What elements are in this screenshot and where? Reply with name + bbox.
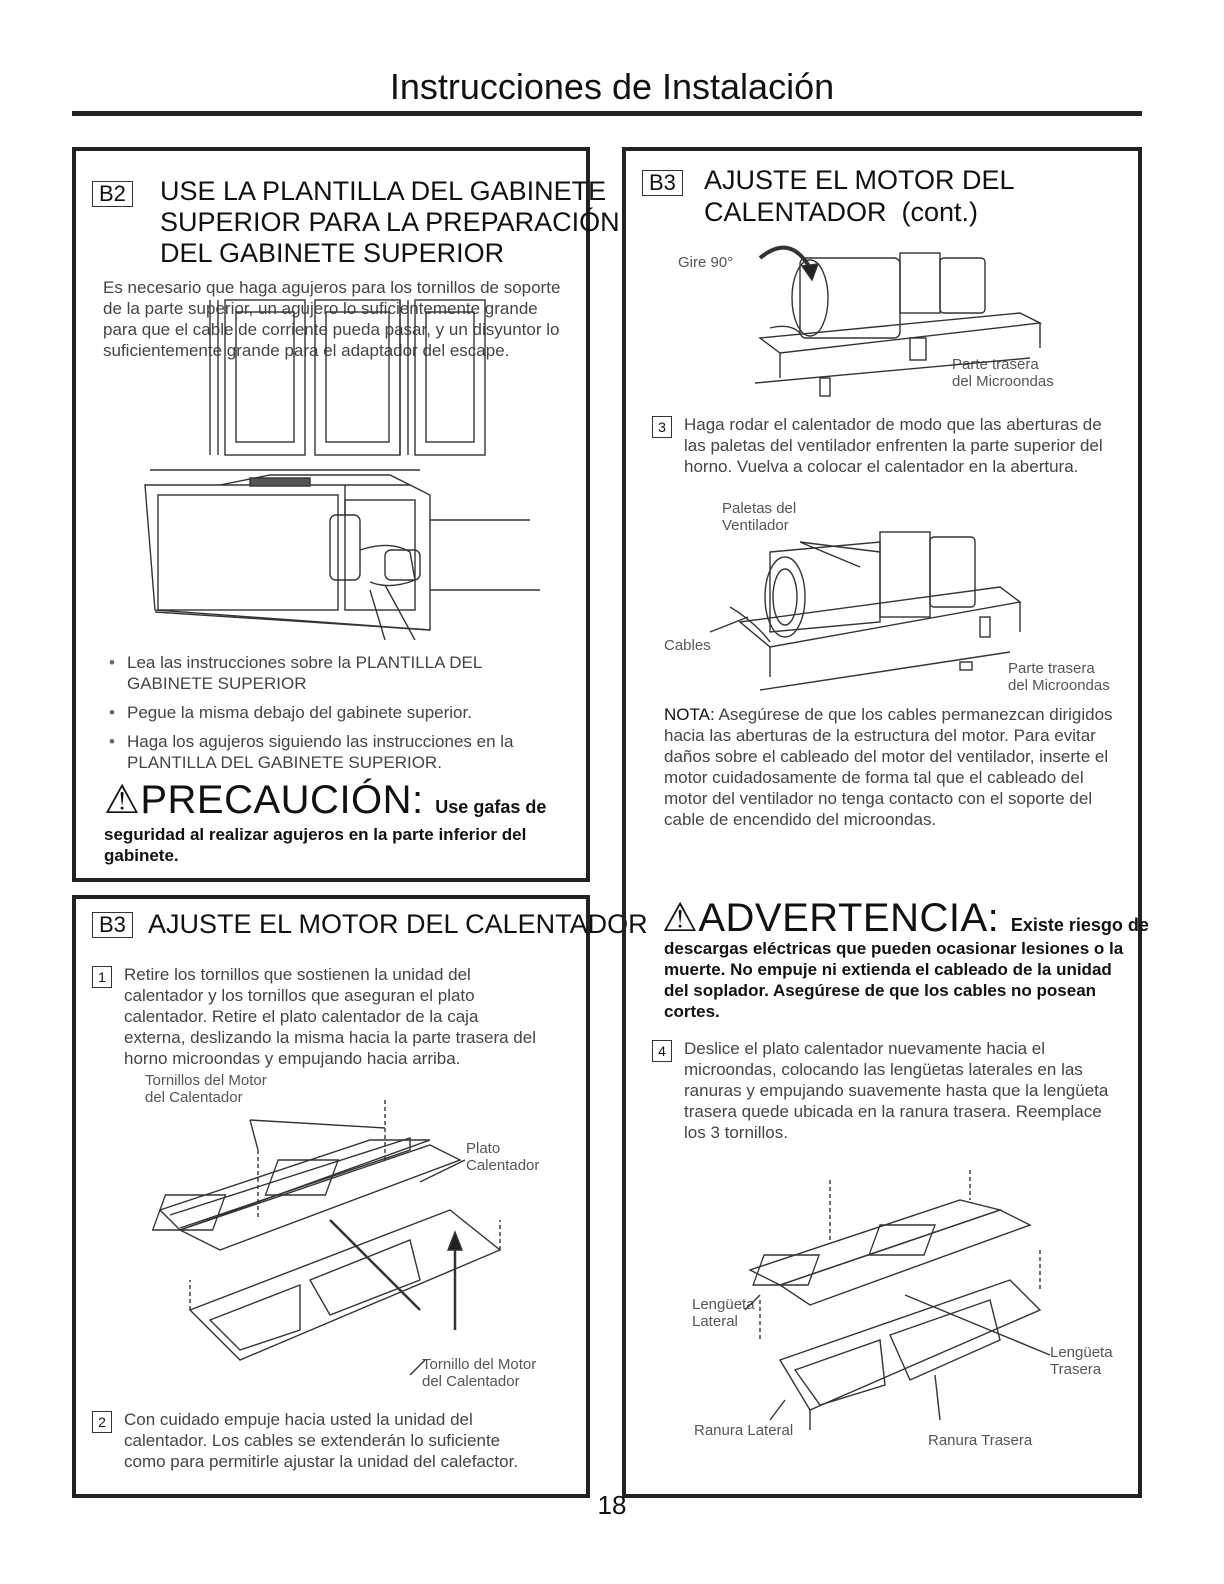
label-fan-blades: Paletas del Ventilador <box>722 500 797 534</box>
step-number-2: 2 <box>92 1411 112 1433</box>
list-item: • Lea las instrucciones sobre la PLANTILLA DEL GABINETE SUPERIOR <box>105 652 565 694</box>
warning-icon: ⚠ <box>662 896 699 940</box>
label-turn-90: Gire 90° <box>678 254 734 271</box>
warning-icon: ⚠ <box>104 778 141 822</box>
b2-caution-text: seguridad al realizar agujeros en la parte inferior del gabinete. <box>104 825 527 865</box>
label-motor-screws: Tornillos del Motor del Calentador <box>145 1072 267 1106</box>
b2-heading-line1: USE LA PLANTILLA DEL GABINETE <box>160 176 607 206</box>
label-rear-microwave-2: Parte trasera del Microondas <box>1008 660 1110 694</box>
b3-warning-text: descargas eléctricas que pueden ocasionar lesiones o la muerte. No empuje ni extienda el cableado de la unidad del soplador. Asegúrese de que los cables no posean cortes. <box>664 939 1124 1021</box>
page-number: 18 <box>597 1490 627 1520</box>
label-rear-tab: Lengüeta Trasera <box>1050 1344 1113 1378</box>
label-cables: Cables <box>664 637 711 654</box>
step-badge-b2: B2 <box>92 181 133 207</box>
b3-replace-plate-illustration <box>740 1170 1060 1450</box>
step-badge-b3-left: B3 <box>92 912 133 938</box>
step-number-3: 3 <box>652 416 672 438</box>
b3-heater-plate-illustration <box>150 1100 550 1400</box>
b3-right-heading-line2: CALENTADOR (cont.) <box>704 197 979 227</box>
b3-item-3: Haga rodar el calentador de modo que las aberturas de las paletas del ventilador enfrenten la parte superior del horno. Vuelva a colocar el calentador en la abertura. <box>684 415 1103 476</box>
b3-right-heading-line1: AJUSTE EL MOTOR DEL <box>704 165 1015 195</box>
b2-bullet-list <box>105 652 565 781</box>
note-text: Asegúrese de que los cables permanezcan dirigidos hacia las aberturas de la estructura del motor. Para evitar daños sobre el cableado del motor del ventilador, inserte el motor cuidadosamente de forma tal que el cableado del motor del ventilador no tenga contacto con el soporte del cable de encendido del microondas. <box>664 705 1113 829</box>
step-number-1: 1 <box>92 966 112 988</box>
b3-item-2: Con cuidado empuje hacia usted la unidad del calentador. Los cables se extenderán lo suficiente como para permitirle ajustar la unidad del calefactor. <box>124 1410 519 1471</box>
b2-intro: Es necesario que haga agujeros para los tornillos de soporte de la parte superior, un agujero lo suficientemente grande para que el cable de corriente pueda pasar, y un disyuntor lo suficientemente grande para el adaptador del escape. <box>103 278 561 360</box>
title-rule <box>72 111 1142 116</box>
b2-caution-title <box>104 778 546 829</box>
label-side-slot: Ranura Lateral <box>694 1422 794 1439</box>
b3-left-heading: AJUSTE EL MOTOR DEL CALENTADOR <box>148 909 648 939</box>
note-title: NOTA: <box>664 705 715 724</box>
warning-lead: Existe riesgo de <box>1010 915 1149 935</box>
label-rear-microwave: Parte trasera del Microondas <box>952 356 1054 390</box>
list-item: • Pegue la misma debajo del gabinete superior. <box>105 702 565 723</box>
label-rear-slot: Ranura Trasera <box>928 1432 1033 1449</box>
warning-label: ADVERTENCIA: <box>698 896 1000 940</box>
step-badge-b3-right: B3 <box>642 170 683 196</box>
b2-heading-line2: SUPERIOR PARA LA PREPARACIÓN <box>160 207 620 237</box>
b3-item-1: Retire los tornillos que sostienen la unidad del calentador y los tornillos que aseguran el plato calentador. Retire el plato calentador de la caja externa, deslizando la misma hacia la parte trasera del horno microondas y empujando hacia arriba. <box>124 965 536 1068</box>
step-number-4: 4 <box>652 1040 672 1062</box>
label-motor-screw: Tornillo del Motor del Calentador <box>422 1356 537 1390</box>
label-side-tab: Lengüeta Lateral <box>692 1296 755 1330</box>
b2-heading-line3: DEL GABINETE SUPERIOR <box>160 238 505 268</box>
b3-item-4: Deslice el plato calentador nuevamente hacia el microondas, colocando las lengüetas laterales en las ranuras y empujando suavemente hasta que la lengüeta trasera quede ubicada en la ranura trasera. Reemplace los 3 tornillos. <box>684 1039 1109 1142</box>
list-item: • Haga los agujeros siguiendo las instrucciones en la PLANTILLA DEL GABINETE SUPERIOR. <box>105 731 565 773</box>
b3-note <box>664 704 1114 830</box>
b3-rotate-heater-illustration <box>740 228 1050 403</box>
label-plate: Plato Calentador <box>466 1140 540 1174</box>
caution-lead: Use gafas de <box>435 797 547 817</box>
caution-label: PRECAUCIÓN: <box>140 778 424 822</box>
b3-fan-blades-illustration <box>700 512 1030 702</box>
page-title: Instrucciones de Instalación <box>389 66 835 107</box>
b2-cabinet-drill-illustration <box>130 290 550 640</box>
